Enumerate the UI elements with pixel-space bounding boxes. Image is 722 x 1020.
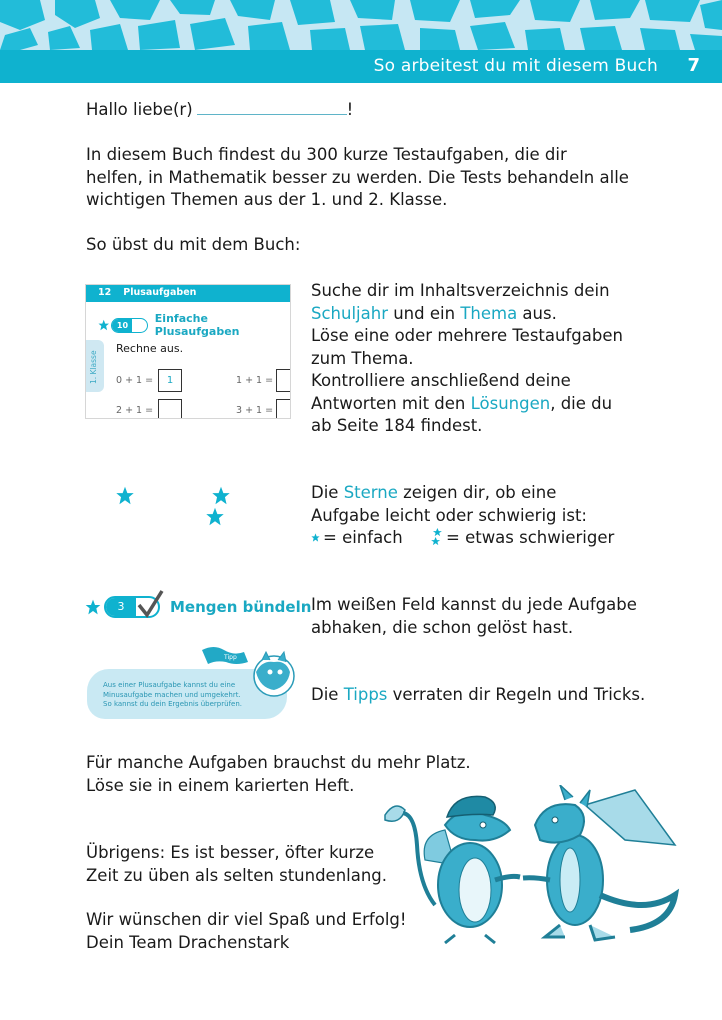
star-easy-icon [115,486,135,505]
header-pattern [0,0,722,50]
text-span: verraten dir Regeln und Tricks. [387,685,646,704]
highlight-schuljahr: Schuljahr [311,303,388,323]
text-span: aus. [517,303,557,323]
text-line: Zeit zu üben als selten stundenlang. [86,865,388,885]
text-line: Für manche Aufgaben brauchst du mehr Platz. [86,753,471,772]
greeting-prefix: Hallo liebe(r) [86,100,193,119]
example-task-card [85,284,291,419]
equation: 1 + 1 = [236,375,274,386]
chapter-header [86,285,290,302]
star-small-icon [311,533,320,542]
equation: 3 + 1 = [236,405,274,416]
answer-box[interactable] [276,369,291,392]
checkmark-icon [136,589,164,619]
tip-line: Minusaufgabe machen und umgekehrt. [103,690,241,699]
highlight-sterne: Sterne [343,483,398,502]
task-title-row [98,312,290,338]
highlight-loesungen: Lösungen [470,393,551,413]
text-line: Suche dir im Inhaltsverzeichnis dein [311,281,610,300]
task-instruction: Rechne aus. [116,342,184,355]
tip-line: So kannst du dein Ergebnis überprüfen. [103,700,243,708]
star-hard-bottom-icon [205,507,225,526]
legend-hard: = etwas schwieriger [446,528,615,547]
done-paragraph [311,594,637,639]
greeting-suffix: ! [346,100,354,119]
tip-explanation [311,684,645,707]
closing-paragraph-3 [86,909,407,954]
double-star-small-icon [431,528,442,546]
text-span: zeigen dir, ob eine [397,483,557,502]
intro-line: wichtigen Themen aus der 1. und 2. Klasse. [86,190,448,209]
closing-paragraph-2 [86,842,387,887]
star-hard-top-icon [211,486,231,505]
text-span: und ein [387,303,461,323]
text-line: Kontrolliere anschließend deine [311,371,571,390]
instructions-paragraph [311,280,623,438]
answer-box[interactable] [276,399,291,419]
text-line: Aufgabe leicht oder schwierig ist: [311,505,587,525]
text-line: abhaken, die schon gelöst hast. [311,617,574,637]
signature: Dein Team Drachenstark [86,932,290,952]
text-line: Übrigens: Es ist besser, öfter kurze [86,843,375,862]
equation: 2 + 1 = [116,405,154,416]
text-line: Löse sie in einem karierten Heft. [86,775,355,795]
task-title: Einfache Plusaufgaben [154,312,240,338]
answer-box[interactable] [158,399,182,419]
intro-line: helfen, in Mathematik besser zu werden. Die Tests behandeln alle [86,167,629,187]
spot-pattern-icon [0,0,722,50]
task-title: Mengen bündeln [170,598,312,616]
highlight-thema: Thema [460,303,518,323]
tip-flag-label: Tipp [224,654,237,661]
how-to-heading: So übst du mit dem Buch: [86,235,301,254]
text-line: Im weißen Feld kannst du jede Aufgabe [311,595,637,614]
intro-paragraph [86,144,629,212]
text-span: Die [311,483,344,502]
text-line [311,393,623,416]
legend-easy: = einfach [323,528,403,547]
chapter-number: 12 [98,287,112,298]
dragon-left-icon [385,796,520,943]
dragons-illustration [375,785,685,945]
equation: 0 + 1 = [116,375,154,386]
text-line [311,482,587,505]
tip-line: Aus einer Plusaufgabe kannst du eine [103,681,236,689]
task-number: 10 [112,319,132,332]
text-span: Antworten mit den [311,393,471,413]
task-number: 3 [106,598,136,616]
text-line: ab Seite 184 findest. [311,416,483,435]
star-icon [85,599,101,615]
answer-box[interactable]: 1 [158,369,182,392]
task-done-pill[interactable] [104,596,160,618]
name-blank-line[interactable] [197,101,347,115]
dragon-right-icon [523,785,675,940]
text-line [311,303,623,326]
text-span: , die du [550,393,613,413]
tip-dragon-icon [200,642,296,698]
greeting [86,99,353,122]
text-line: Löse eine oder mehrere Testaufgaben [311,326,623,345]
task-number-pill[interactable] [111,318,147,333]
highlight-tipps: Tipps [343,685,388,704]
text-line: zum Thema. [311,348,414,368]
intro-line: In diesem Buch findest du 300 kurze Testaufgaben, die dir [86,145,567,164]
done-task-example [85,596,311,618]
chapter-title: Plusaufgaben [123,287,197,298]
page-number: 7 [687,55,700,76]
stars-paragraph [311,482,615,550]
header-bar [0,50,722,83]
text-span: Die [311,685,344,704]
star-icon [98,319,109,331]
star-legend [311,527,615,550]
grade-tab-label: 1. Klasse [89,350,98,384]
text-line: Wir wünschen dir viel Spaß und Erfolg! [86,910,407,929]
page-title: So arbeitest du mit diesem Buch [373,56,658,76]
grade-tab [86,340,104,392]
